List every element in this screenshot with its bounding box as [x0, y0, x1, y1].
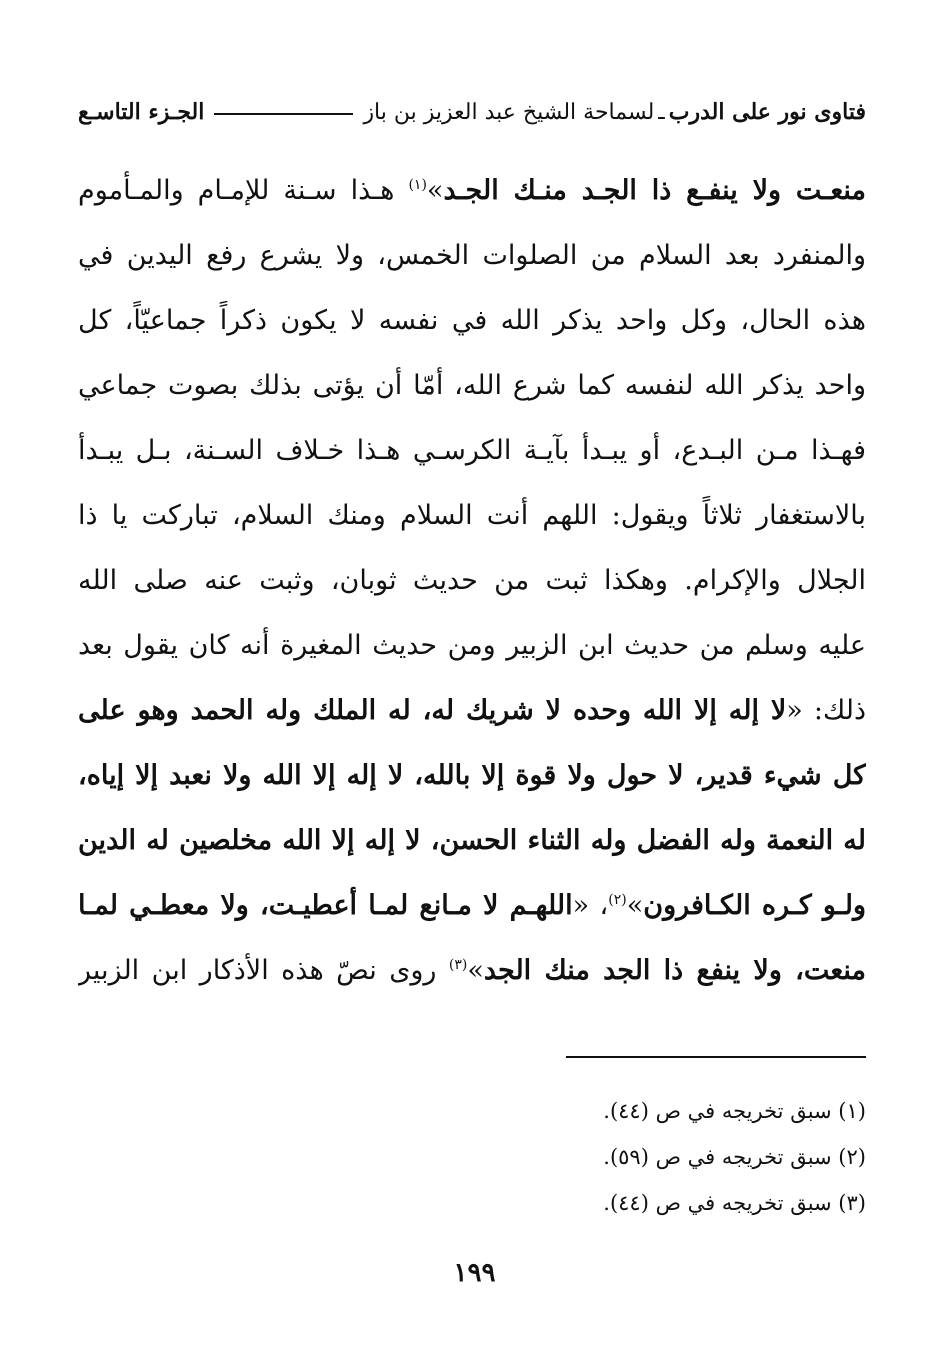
- text-line: والمنفرد بعد السلام من الصلوات الخمس، ولا يشرع رفع اليدين في: [78, 240, 866, 271]
- header-book-title: فتاوى نور على الدرب: [668, 99, 866, 125]
- bold-quote: لا إله إلا الله وحده لا شريك له، له الملك وله الحمد وهو على: [78, 695, 787, 726]
- footnote: (١) سبق تخريجه في ص (٤٤).: [603, 1099, 866, 1123]
- footnote-ref: (٣): [448, 957, 468, 973]
- text-line: [78, 678, 866, 743]
- footnote-ref: (٢): [608, 892, 627, 908]
- text-line: هذه الحال، وكل واحد يذكر الله في نفسه لا يكون ذكراً جماعيّاً، كل: [78, 305, 866, 336]
- header-rule: [214, 113, 353, 115]
- footnote-ref: (١): [408, 177, 427, 193]
- bold-quote: اللهـم لا مـانع لمـا أعطيـت، ولا معطـي لمـا: [78, 890, 573, 921]
- text-line: عليه وسلم من حديث ابن الزبير ومن حديث المغيرة أنه كان يقول بعد: [78, 630, 866, 661]
- header-part: الجـزء التاسـع: [78, 99, 205, 125]
- header-separator: ـ: [658, 99, 665, 125]
- footnote: (٢) سبق تخريجه في ص (٥٩).: [603, 1145, 866, 1169]
- text-line: بالاستغفار ثلاثاً ويقول: اللهم أنت السلام ومنك السلام، تباركت يا ذا: [78, 500, 866, 531]
- header-author: لسماحة الشيخ عبد العزيز بن باز: [363, 99, 655, 125]
- text-line: [78, 158, 866, 223]
- text-span: ، «: [572, 890, 609, 921]
- footnote-separator: [566, 1056, 866, 1058]
- text-line: [78, 873, 866, 938]
- text-line: كل شيء قدير، لا حول ولا قوة إلا بالله، لا إله إلا الله ولا نعبد إلا إياه،: [78, 760, 866, 791]
- text-span: روى نصّ هذه الأذكار ابن الزبير: [78, 955, 449, 986]
- quote-mark: »: [467, 955, 484, 986]
- quote-mark: »: [626, 890, 644, 921]
- quote-mark: »: [426, 175, 444, 206]
- bold-quote: ولـو كـره الكـافرون: [643, 890, 866, 921]
- text-line: الجلال والإكرام. وهكذا ثبت من حديث ثوبان، وثبت عنه صلى الله: [78, 565, 866, 596]
- text-line: فهـذا مـن البـدع، أو يبـدأ بآيـة الكرسـي هـذا خـلاف السـنة، بـل يبـدأ: [78, 435, 866, 466]
- running-header: [78, 92, 866, 132]
- text-span: هـذا سـنة للإمـام والمـأموم: [78, 175, 409, 206]
- text-line: واحد يذكر الله لنفسه كما شرع الله، أمّا أن يؤتى بذلك بصوت جماعي: [78, 370, 866, 401]
- bold-quote: منعت، ولا ينفع ذا الجد منك الجد: [483, 955, 866, 986]
- text-span: ذلك: «: [786, 695, 866, 726]
- main-text: [78, 158, 866, 1003]
- page-number: ١٩٩: [453, 1258, 496, 1288]
- text-line: له النعمة وله الفضل وله الثناء الحسن، لا إله إلا الله مخلصين له الدين: [78, 825, 866, 856]
- text-line: [78, 938, 866, 1003]
- footnotes: [78, 1088, 866, 1226]
- bold-quote: منعـت ولا ينفـع ذا الجـد منـك الجـد: [443, 175, 866, 206]
- footnote: (٣) سبق تخريجه في ص (٤٤).: [603, 1191, 866, 1215]
